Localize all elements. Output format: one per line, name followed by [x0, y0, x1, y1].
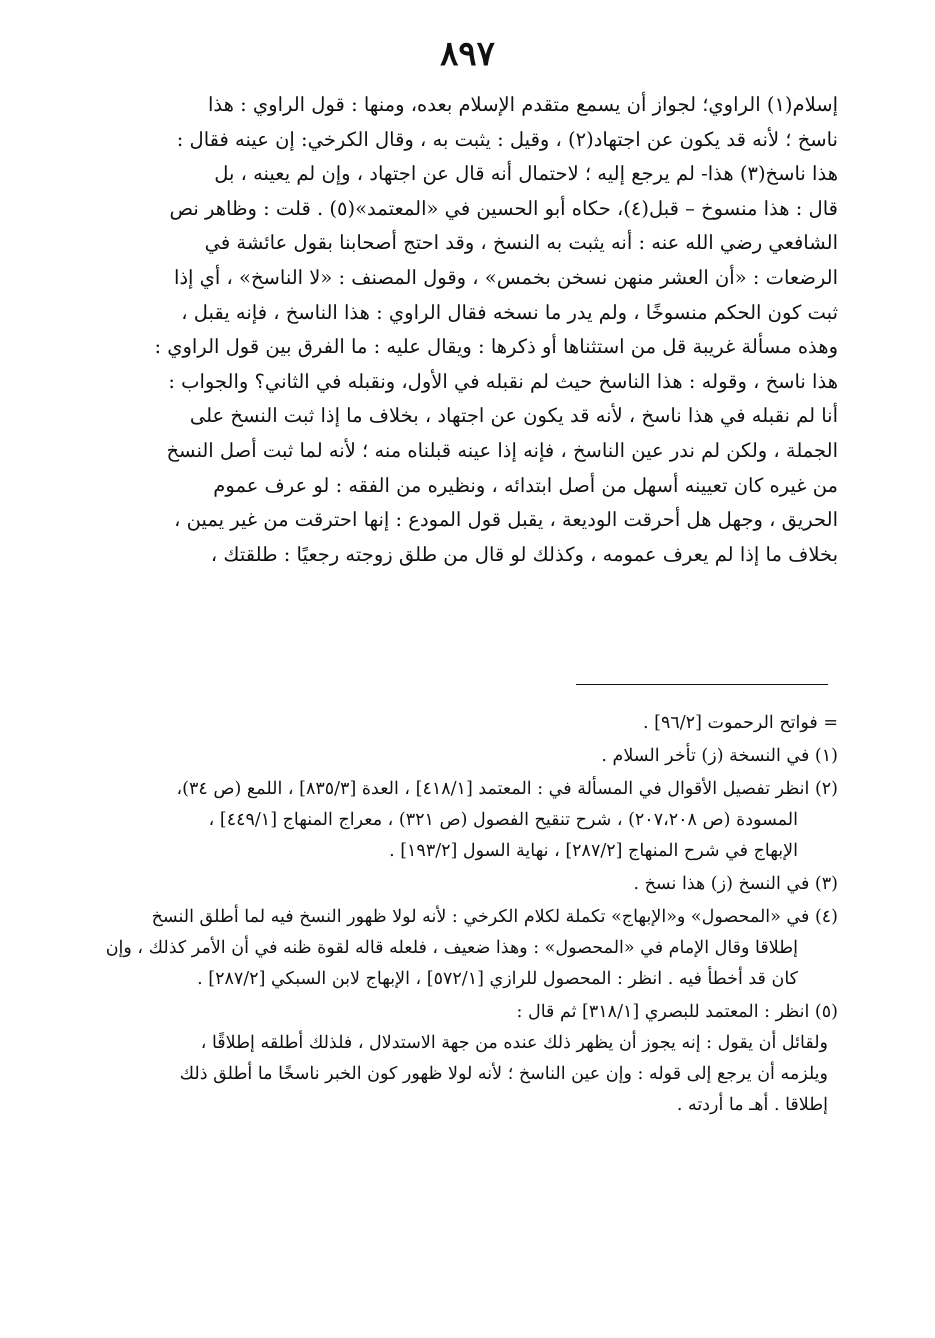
footnote-line: كان قد أخطأ فيه . انظر : المحصول للرازي [٥٧٢/١] ، الإبهاج لابن السبكي [٢٨٧/٢] .: [197, 969, 798, 989]
body-line: إسلام(١) الراوي؛ لجواز أن يسمع متقدم الإسلام بعده، ومنها : قول الراوي : هذا: [207, 93, 838, 116]
footnote-line: إطلاقا وقال الإمام في «المحصول» : وهذا ضعيف ، فلعله قاله لقوة ظنه في أن الأمر كذلك ، وإن: [105, 938, 798, 958]
footnote-line: المسودة (ص ٢٠٧،٢٠٨) ، شرح تنقيح الفصول (ص ٣٢١) ، معراج المنهاج [٤٤٩/١] ،: [208, 810, 798, 830]
body-line: هذا ناسخ(٣) هذا- لم يرجع إليه ؛ لاحتمال أنه قال عن اجتهاد ، وإن لم يعينه ، بل: [214, 162, 838, 186]
body-line: الشافعي رضي الله عنه : أنه يثبت به النسخ ، وقد احتج أصحابنا بقول عائشة في: [204, 231, 838, 255]
footnote-divider: [576, 684, 828, 685]
footnote: [70, 741, 838, 772]
footnote-line: (٥) انظر : المعتمد للبصري [٣١٨/١] ثم قال :: [516, 1002, 838, 1022]
footnote: [70, 902, 838, 995]
body-line: أنا لم نقبله في هذا ناسخ ، لأنه قد يكون عن اجتهاد ، بخلاف ما إذا ثبت النسخ على: [189, 404, 838, 428]
body-line: وهذه مسألة غريبة قل من استثناها أو ذكرها : ويقال عليه : ما الفرق بين قول الراوي :: [154, 335, 838, 359]
body-line: قال : هذا منسوخ – قبل(٤)، حكاه أبو الحسين في «المعتمد»(٥) . قلت : وظاهر نص: [169, 196, 838, 220]
footnote-line: ويلزمه أن يرجع إلى قوله : وإن عين الناسخ ؛ لأنه لولا ظهور كون الخبر ناسخًا ما أطلق ذلك: [179, 1064, 828, 1084]
body-line: ناسخ ؛ لأنه قد يكون عن اجتهاد(٢) ، وقيل : يثبت به ، وقال الكرخي: إن عينه فقال :: [176, 127, 838, 151]
main-text: [70, 88, 838, 572]
footnote: [70, 869, 838, 900]
body-line: الحريق ، وجهل هل أحرقت الوديعة ، يقبل قول المودع : إنها احترقت من غير يمين ،: [174, 508, 838, 532]
footnote-line: = فواتح الرحموت [٩٦/٢] .: [643, 713, 838, 733]
footnote-line: (٤) في «المحصول» و«الإبهاج» تكملة لكلام الكرخي : لأنه لولا ظهور النسخ فيه لما أطلق النسخ: [151, 907, 838, 927]
footnote-line: (٢) انظر تفصيل الأقوال في المسألة في : المعتمد [٤١٨/١] ، العدة [٨٣٥/٣] ، اللمع (ص ٣٤)،: [176, 779, 838, 799]
footnote-line: إطلاقا . أهـ ما أردته .: [676, 1095, 828, 1115]
footnote: [70, 774, 838, 867]
body-line: من غيره كان تعيينه أسهل من أصل ابتدائه ، ونظيره من الفقه : لو عرف عموم: [213, 473, 838, 497]
body-line: الجملة ، ولكن لم ندر عين الناسخ ، فإنه إذا عينه قبلناه منه ؛ لأنه لما ثبت أصل النسخ: [166, 438, 838, 462]
footnote-line: ولقائل أن يقول : إنه يجوز أن يظهر ذلك عنده من جهة الاستدلال ، فلذلك أطلقه إطلاقًا ،: [200, 1033, 828, 1053]
body-line: ثبت كون الحكم منسوخًا ، ولم يدر ما نسخه فقال الراوي : هذا الناسخ ، فإنه يقبل ،: [181, 300, 838, 324]
footnote-line: (١) في النسخة (ز) تأخر السلام .: [601, 746, 838, 766]
body-line: هذا ناسخ ، وقوله : هذا الناسخ حيث لم نقبله في الأول، ونقبله في الثاني؟ والجواب :: [168, 369, 838, 393]
body-line: الرضعات : «أن العشر منهن نسخن بخمس» ، وقول المصنف : «لا الناسخ» ، أي إذا: [173, 265, 838, 289]
footnote-line: (٣) في النسخ (ز) هذا نسخ .: [633, 874, 838, 894]
footnote: [70, 997, 838, 1121]
page-number: ٨٩٧: [440, 34, 495, 74]
footnote: [70, 708, 838, 739]
body-line: بخلاف ما إذا لم يعرف عمومه ، وكذلك لو قال من طلق زوجته رجعيًا : طلقتك ،: [210, 542, 838, 566]
footnotes-section: [70, 708, 838, 1123]
footnote-line: الإبهاج في شرح المنهاج [٢٨٧/٢] ، نهاية السول [١٩٣/٢] .: [389, 841, 798, 861]
